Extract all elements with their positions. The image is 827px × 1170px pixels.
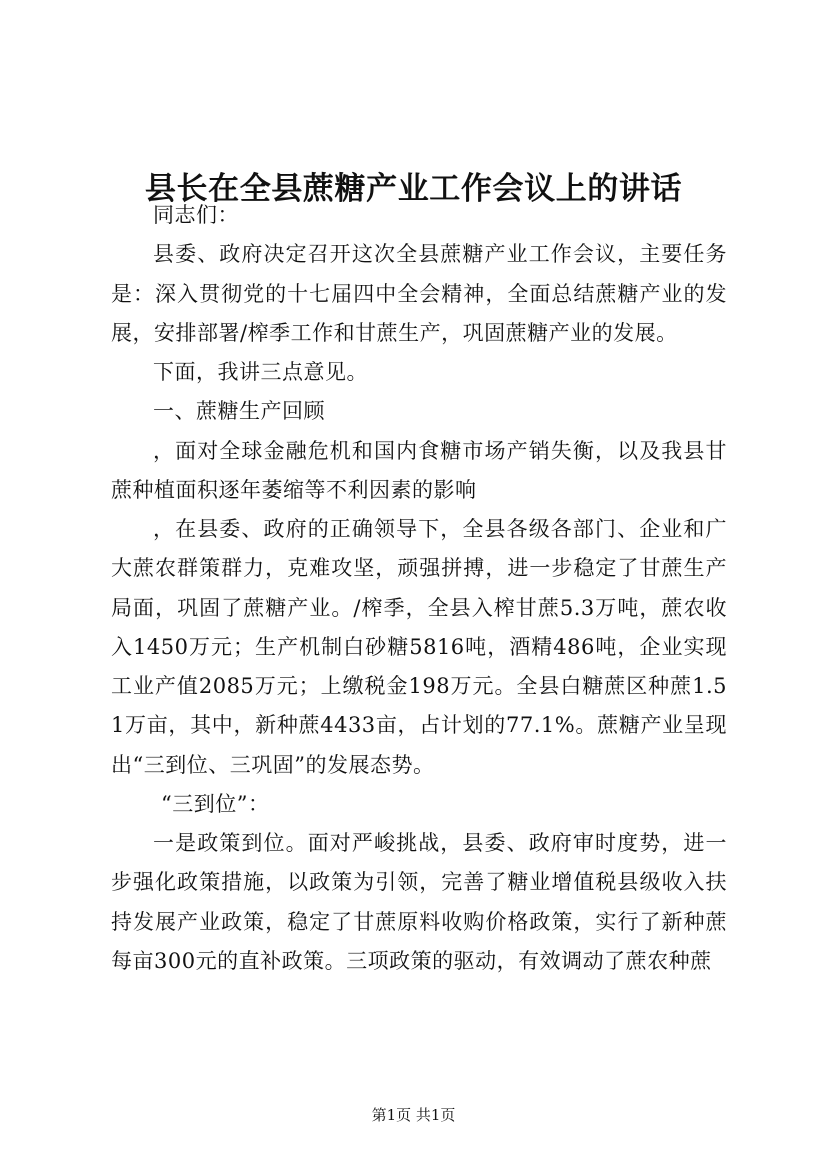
document-title: 县长在全县蔗糖产业工作会议上的讲话 [144,170,683,207]
results-paragraph: ，在县委、政府的正确领导下，全县各级各部门、企业和广大蔗农群策群力，克难攻坚，顽强拼搏，进一步稳定了甘蔗生产局面，巩固了蔗糖产业。/榨季，全县入榨甘蔗5.3万吨，蔗农收入1450万元；生产机制白砂糖5816吨，酒精486吨，企业实现工业产值2085万元；上缴税金198万元。全县白糖蔗区种蔗1.51万亩，其中，新种蔗4433亩，占计划的77.1%。蔗糖产业呈现出“三到位、三巩固”的发展态势。 [111,517,727,777]
document-body [111,196,727,981]
subheading-paragraph: “三到位”： [161,791,270,816]
salutation-paragraph: 同志们： [153,203,239,227]
page-footer: 第1页 共1页 [371,1106,456,1124]
policy-paragraph: 一是政策到位。面对严峻挑战，县委、政府审时度势，进一步强化政策措施，以政策为引领，完善了糖业增值税县级收入扶持发展产业政策，稳定了甘蔗原料收购价格政策，实行了新种蔗每亩300元的直补政策。三项政策的驱动，有效调动了蔗农种蔗 [111,831,727,973]
context-paragraph: ，面对全球金融危机和国内食糖市场产销失衡，以及我县甘蔗种植面积逐年萎缩等不利因素的影响 [111,438,727,502]
intro-paragraph: 县委、政府决定召开这次全县蔗糖产业工作会议，主要任务是：深入贯彻党的十七届四中全会精神，全面总结蔗糖产业的发展，安排部署/榨季工作和甘蔗生产，巩固蔗糖产业的发展。 [111,242,727,345]
section-heading: 一、蔗糖生产回顾 [153,399,325,424]
outline-paragraph: 下面，我讲三点意见。 [153,360,368,384]
